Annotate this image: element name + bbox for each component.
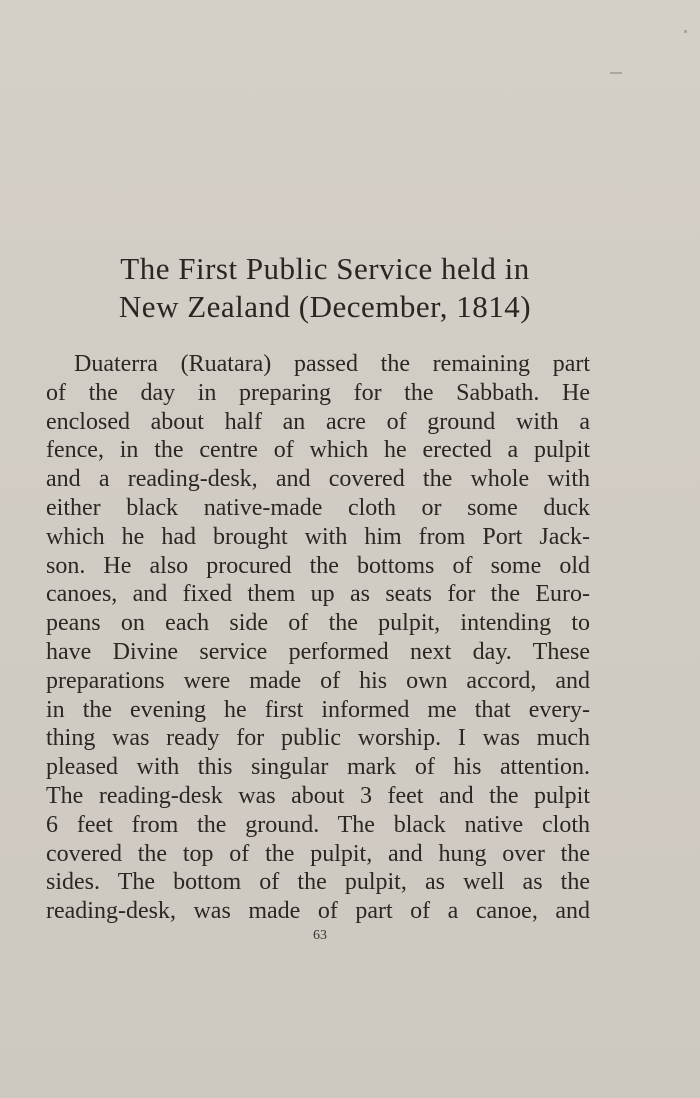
text-line: sides. The bottom of the pulpit, as well as the [46,869,590,896]
text-line: son. He also procured the bottoms of some old [46,552,590,579]
text-line: preparations were made of his own accord, and [46,667,590,694]
paper-speck [684,30,687,33]
paper-speck [610,72,622,74]
text-line: peans on each side of the pulpit, intending to [46,610,590,637]
text-line: covered the top of the pulpit, and hung over the [46,840,590,867]
text-line: of the day in preparing for the Sabbath. He [46,379,590,406]
chapter-title-line-1: The First Public Service held in [120,251,530,286]
text-line: fence, in the centre of which he erected a pulpit [46,437,590,464]
chapter-title [40,250,610,326]
page-number: 63 [313,928,327,943]
chapter-title-line-2: New Zealand (December, 1814) [118,289,532,324]
text-line: thing was ready for public worship. I was much [46,725,590,752]
text-line: have Divine service performed next day. These [46,638,590,665]
text-line: canoes, and fixed them up as seats for the Euro- [46,581,590,608]
text-line: in the evening he first informed me that every- [46,696,590,723]
text-line: 6 feet from the ground. The black native cloth [46,811,590,838]
text-line: Duaterra (Ruatara) passed the remaining part [74,351,590,377]
text-line: which he had brought with him from Port Jack- [46,523,590,550]
text-line: either black native-made cloth or some duck [46,494,590,521]
text-line: reading-desk, was made of part of a canoe, and [46,898,590,925]
text-line: enclosed about half an acre of ground with a [46,408,590,435]
text-line: The reading-desk was about 3 feet and the pulpit [46,782,590,809]
body-paragraph [46,350,590,926]
text-line: pleased with this singular mark of his attention. [46,754,590,781]
text-line: and a reading-desk, and covered the whole with [46,466,590,493]
